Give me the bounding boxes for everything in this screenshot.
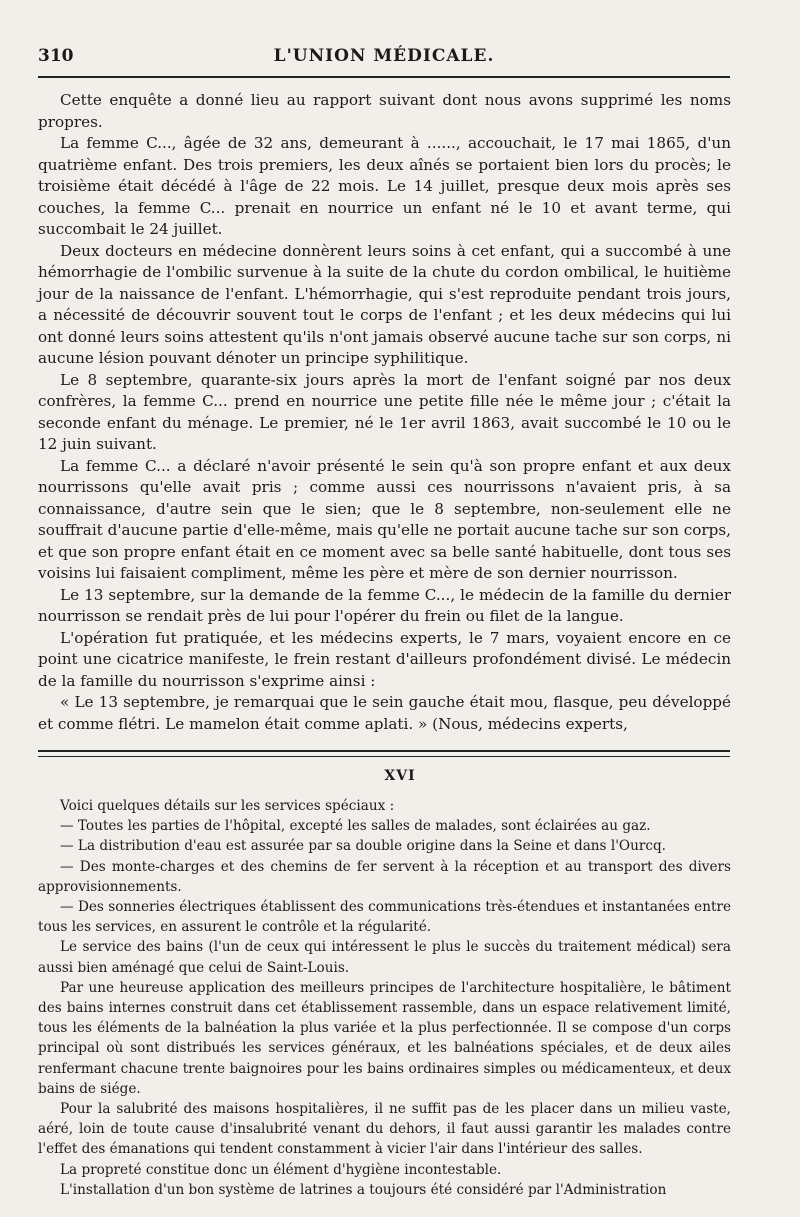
section-paragraph: — Des monte-charges et des chemins de fer servent à la réception et au transport des divers approvisionnements. [38,858,731,895]
article-paragraph: Le 13 septembre, sur la demande de la femme C..., le médecin de la famille du dernier nourrisson se rendait près de lui pour l'opérer du frein ou filet de la langue. [38,585,731,625]
article-paragraph: Deux docteurs en médecine donnèrent leurs soins à cet enfant, qui a succombé à une hémorrhagie de l'ombilic survenue à la suite de la chute du cordon ombilical, le huitième jour de la naissance de l'enfant. L'hémorrhagie, qui s'est reproduite pendant trois jours, a nécessité de découvrir souvent tout le corps de l'enfant ; et les deux médecins qui lui ont donné leurs soins attestent qu'ils n'ont jamais observé aucune tache sur son corps, ni aucune lésion pouvant dénoter un principe syphilitique. [38,241,731,367]
section-paragraph: — Toutes les parties de l'hôpital, excepté les salles de malades, sont éclairées au gaz. [60,818,651,835]
article-paragraph: La femme C..., âgée de 32 ans, demeurant à ......, accouchait, le 17 mai 1865, d'un quatrième enfant. Des trois premiers, les deux aînés se portaient bien lors du procès; le troisième était décédé à l'âge de 22 mois. Le 14 juillet, presque deux mois après ses couches, la femme C... prenait en nourrice un enfant né le 10 et avant terme, qui succombait le 24 juillet. [38,134,731,238]
article-paragraph: L'opération fut pratiquée, et les médecins experts, le 7 mars, voyaient encore en ce point une cicatrice manifeste, le frein restant d'ailleurs profondément divisé. Le médecin de la famille du nourrisson s'exprime ainsi : [38,628,731,690]
section-paragraph: — La distribution d'eau est assurée par sa double origine dans la Seine et dans l'Ourcq. [60,838,666,855]
section-body [38,796,731,1200]
section-paragraph: Pour la salubrité des maisons hospitalières, il ne suffit pas de les placer dans un milieu vaste, aéré, loin de toute cause d'insalubrité venant du dehors, il faut aussi garantir les malades contre l'effet des émanations qui tendent constamment à vicier l'air dans l'intérieur des salles. [38,1101,731,1158]
section-paragraph: Voici quelques détails sur les services spéciaux : [60,798,395,814]
header-rule [38,76,730,78]
article-paragraph: Le 8 septembre, quarante-six jours après la mort de l'enfant soigné par nos deux confrères, la femme C... prend en nourrice une petite fille née le même jour ; c'était la seconde enfant du ménage. Le premier, né le 1er avril 1863, avait succombé le 10 ou le 12 juin suivant. [38,370,731,453]
article-body [38,90,731,735]
journal-title: L'UNION MÉDICALE. [273,46,495,66]
article-paragraph: Cette enquête a donné lieu au rapport suivant dont nous avons supprimé les noms propres. [38,91,731,131]
section-paragraph: Par une heureuse application des meilleurs principes de l'architecture hospitalière, le bâtiment des bains internes construit dans cet établissement rassemble, dans un espace relativement limité, tous les éléments de la balnéation la plus variée et la plus perfectionnée. Il se compose d'un corps principal où sont distribués les services généraux, et les balnéations spéciales, et de deux ailes renfermant chacune trente baignoires pour les bains ordinaires simples ou médicamenteux, et deux bains de siége. [38,979,731,1097]
section-paragraph: Le service des bains (l'un de ceux qui intéressent le plus le succès du traitement médical) sera aussi bien aménagé que celui de Saint-Louis. [38,939,731,976]
section-divider [38,750,730,757]
section-paragraph: L'installation d'un bon système de latrines a toujours été considéré par l'Administration [60,1181,667,1198]
page-number: 310 [38,46,74,66]
page-header [38,44,730,72]
section-paragraph: La propreté constitue donc un élément d'hygiène incontestable. [60,1161,502,1178]
section-paragraph: — Des sonneries électriques établissent des communications très-étendues et instantanées entre tous les services, en assurent le contrôle et la régularité. [38,899,731,936]
section-number: XVI [384,768,416,784]
article-paragraph: La femme C... a déclaré n'avoir présenté le sein qu'à son propre enfant et aux deux nourrissons qu'elle avait pris ; comme aussi ces nourrissons n'avaient pris, à sa connaissance, d'autre sein que le sien; que le 8 septembre, non-seulement elle ne souffrait d'aucune partie d'elle-même, mais qu'elle ne portait aucune tache sur son corps, et que son propre enfant était en ce moment avec sa belle santé habituelle, dont tous ses voisins lui faisaient compliment, même les père et mère de son dernier nourrisson. [38,456,731,582]
article-paragraph: « Le 13 septembre, je remarquai que le sein gauche était mou, flasque, peu développé et comme flétri. Le mamelon était comme aplati. » (Nous, médecins experts, [38,693,731,733]
